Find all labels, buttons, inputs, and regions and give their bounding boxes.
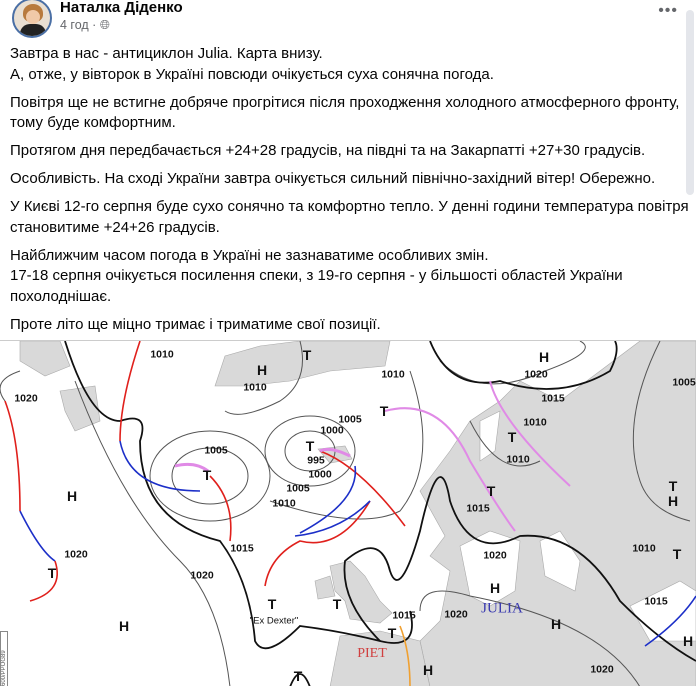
paragraph: Протягом дня передбачається +24+28 градусів, на півдні та на Закарпатті +27+30 градусів.: [10, 142, 646, 159]
post-text: [10, 44, 690, 343]
isobar-label: 1005: [672, 376, 696, 389]
low-pressure-marker: T: [302, 347, 312, 363]
isobar-label: 1020: [64, 548, 88, 561]
paragraph: Особливість. На сході України завтра очікується сильний північно-західний вітер! Обережно.: [10, 170, 656, 187]
high-pressure-marker: H: [489, 580, 501, 596]
isobar-label: 1010: [150, 348, 174, 361]
isobar-label: 1010: [506, 453, 530, 466]
isobar-label: 1005: [286, 482, 310, 495]
paragraph: Найближчим часом погода в Україні не зазнаватиме особливих змін. 17-18 серпня очікується посилення спеки, з 19-го серпня - у більшості областей України похолоднішає.: [10, 246, 623, 305]
low-pressure-marker: T: [668, 478, 678, 494]
isobar-label: 1015: [644, 595, 668, 608]
more-options-icon[interactable]: •••: [658, 2, 678, 19]
separator: ·: [92, 18, 97, 32]
isobar-label: 1020: [524, 368, 548, 381]
paragraph: Повітря ще не встигне добряче прогрітися після проходження холодного атмосферного фронту, тому буде комфортним.: [10, 93, 680, 131]
watermark: 600/PPOG89: [0, 631, 8, 686]
isobar-label: 1020: [590, 663, 614, 676]
high-pressure-marker: H: [256, 362, 268, 378]
low-pressure-marker: T: [379, 403, 389, 419]
weather-map[interactable]: [0, 340, 696, 686]
isobar-label: 1010: [523, 416, 547, 429]
low-pressure-marker: T: [672, 546, 682, 562]
low-pressure-marker: T: [293, 668, 303, 684]
isobar-label: 1010: [381, 368, 405, 381]
cyclone-name-piet: PIET: [357, 646, 387, 661]
isobar-label: 1020: [190, 569, 214, 582]
isobar-label: 1005: [338, 413, 362, 426]
isobar-label: 1020: [444, 608, 468, 621]
author-name[interactable]: Наталка Діденко: [60, 0, 183, 16]
high-pressure-marker: H: [538, 349, 550, 365]
map-graphic: [0, 341, 696, 686]
post-time[interactable]: 4 год: [60, 18, 89, 32]
isobar-label: 1000: [308, 468, 332, 481]
isobar-label: 1010: [243, 381, 267, 394]
low-pressure-marker: T: [387, 625, 397, 641]
isobar-label: 1015: [230, 542, 254, 555]
post-header: [0, 0, 696, 40]
low-pressure-marker: T: [332, 596, 342, 612]
low-pressure-marker: T: [47, 565, 57, 581]
post-meta: [60, 18, 110, 33]
high-pressure-marker: H: [667, 493, 679, 509]
cyclone-name-ex-dexter: "Ex Dexter": [249, 615, 299, 627]
isobar-label: 1015: [466, 502, 490, 515]
isobar-label: 1020: [14, 392, 38, 405]
low-pressure-marker: T: [486, 483, 496, 499]
low-pressure-marker: T: [305, 438, 315, 454]
isobar-label: 1010: [632, 542, 656, 555]
low-pressure-marker: T: [507, 429, 517, 445]
high-pressure-marker: H: [682, 633, 694, 649]
low-pressure-marker: T: [202, 467, 212, 483]
high-pressure-marker: H: [66, 488, 78, 504]
paragraph: Завтра в нас - антициклон Julia. Карта внизу. А, отже, у вівторок в Україні повсюди очікується суха сонячна погода.: [10, 45, 494, 83]
anticyclone-name-julia: JULIA: [481, 600, 523, 617]
isobar-label: 1015: [392, 609, 416, 622]
avatar[interactable]: [12, 0, 52, 38]
isobar-label: 1020: [483, 549, 507, 562]
paragraph: Проте літо ще міцно тримає і триматиме свої позиції.: [10, 315, 381, 333]
low-pressure-marker: T: [267, 596, 277, 612]
high-pressure-marker: H: [118, 618, 130, 634]
globe-icon: 🌐︎: [99, 18, 110, 32]
isobar-label: 1005: [204, 444, 228, 457]
high-pressure-marker: H: [422, 662, 434, 678]
isobar-label: 1015: [541, 392, 565, 405]
isobar-label: 1000: [320, 424, 344, 437]
isobar-label: 995: [307, 454, 325, 467]
high-pressure-marker: H: [550, 616, 562, 632]
paragraph: У Києві 12-го серпня буде сухо сонячно та комфортно тепло. У денні години температура повітря становитиме +24+26 градусів.: [10, 198, 689, 236]
land-masses: [20, 341, 696, 686]
isobar-label: 1010: [272, 497, 296, 510]
